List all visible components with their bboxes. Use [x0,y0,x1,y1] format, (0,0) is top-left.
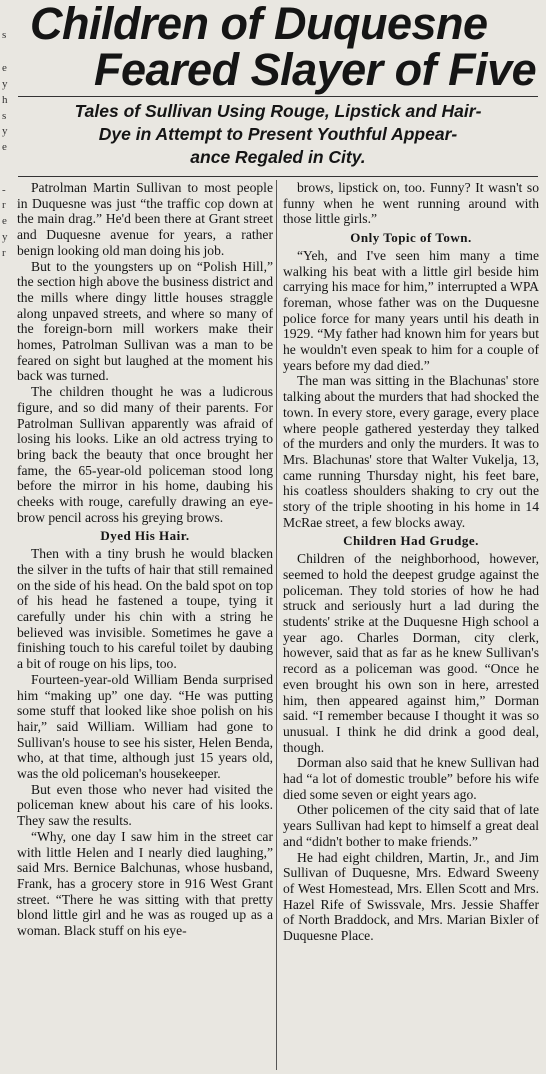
paragraph: Dorman also said that he knew Sullivan had had “a lot of domestic trouble” before his wife died some seven or eight years ago. [283,755,539,802]
paragraph: Children of the neighborhood, however, seemed to hold the deepest grudge against the policeman. They told stories of how he had struck and seriously hurt a lad during the students' strike at the Duquesne High school a year ago. Charles Dorman, city clerk, however, said that as far as he knew Sullivan's record as a policeman was good. “Once he even brought his own son in here, arrested him, then appeared against him,” Dorman said. “I remember because I thought it was so unusual. I think he did drink a good deal, though. [283,551,539,755]
edge-letter: h [2,94,8,106]
adjacent-column-fragment [0,0,14,1074]
edge-letter: - [2,184,6,196]
edge-letter: s [2,29,7,41]
headline-line-1: Children of Duquesne [30,0,488,49]
paragraph: Other policemen of the city said that of late years Sullivan had kept to himself a great deal and “didn't bother to make friends.” [283,802,539,849]
headline-line-2: Feared Slayer of Five [94,44,537,95]
edge-letter: s [2,110,7,122]
paragraph: Then with a tiny brush he would blacken the silver in the tufts of hair that still remained on the side of his head. On the bald spot on top of his head he fastened a toupe, tying it carefully under his chin with a string he believed was invisible. Sometimes he gave a finishing touch to his careful toilet by daubing a bit of rouge on his lips, too. [17,546,273,672]
edge-letter: e [2,62,7,74]
edge-letter: y [2,125,8,137]
article-column-left [17,180,273,939]
section-subhead: Only Topic of Town. [350,230,472,246]
paragraph: He had eight children, Martin, Jr., and Jim Sullivan of Duquesne, Mrs. Edward Sweeny of West Homestead, Mrs. Ellen Scott and Mrs. Hazel Rife of Swissvale, Mrs. Jessie Shaffer of North Braddock, and Mrs. Marian Bixler of Duquesne Place. [283,849,539,944]
edge-letter: e [2,141,7,153]
deck-line-1: Tales of Sullivan Using Rouge, Lipstick and Hair- [74,101,482,121]
edge-letter: e [2,215,7,227]
paragraph: “Yeh, and I've seen him many a time walking his beat with a little girl beside him carrying his mace for him,” interrupted a WPA foreman, whose father was on the Duquesne police force for many years until his death in 1929. “My father had known him for years but he wouldn't even speak to him for a couple of years before my dad died.” [283,247,539,373]
edge-letter: y [2,231,8,243]
deck-rule [18,176,538,177]
paragraph: The man was sitting in the Blachunas' store talking about the murders that had shocked the town. In every store, every garage, every place where people gathered yesterday they talked of the murders and only the murders. It was to Mrs. Blachunas' store that Walter Vukelja, 13, came running Thursday night, his feet bare, his coatless shoulders shaking to cry out the story of the triple shooting in his home in 14 McRae street, a few blocks away. [283,373,539,530]
deck-line-2: Dye in Attempt to Present Youthful Appear- [98,124,458,144]
paragraph: Patrolman Martin Sullivan to most people in Duquesne was just “the traffic cop down at the main drag.” He'd been there at Grant street and Duquesne avenue for years, a rather benign looking old man doing his job. [17,180,273,258]
section-subhead: Dyed His Hair. [100,528,190,544]
edge-letter: y [2,78,8,90]
deck-line-3: ance Regaled in City. [190,147,366,167]
column-divider [276,180,277,1070]
edge-letter: r [2,199,6,211]
paragraph: “Why, one day I saw him in the street car with little Helen and I nearly died laughing,” said Mrs. Bernice Balchunas, whose husband, Frank, has a grocery store in 916 West Grant street. “There he was sitting with that pretty blond little girl and he was as rouged up as a woman. Black stuff on his eye- [17,828,273,939]
paragraph: Fourteen-year-old William Benda surprised him “making up” one day. “He was putting some stuff that looked like shoe polish on his hair,” said William. William had gone to Sullivan's house to see his sister, Helen Benda, who, at that time, although just 15 years old, was the old policeman's housekeeper. [17,671,273,782]
article-column-right [283,180,539,944]
paragraph: The children thought he was a ludicrous figure, and so did many of their parents. For Patrolman Sullivan apparently was afraid of losing his looks. Like an old actress trying to bring back the beauty that once brought her fame, the 65-year-old policeman stood long before the mirror in his home, daubing his cheeks with rouge, carefully drawing an eye-brow pencil across his greying brows. [17,384,273,525]
subheadline-deck [22,100,534,169]
paragraph: But even those who never had visited the policeman knew about his care of his looks. They saw the results. [17,781,273,829]
edge-letter: r [2,247,6,259]
paragraph: But to the youngsters up on “Polish Hill,” the section high above the business district and the mills where dingy little houses straggle along unpaved streets, and where so many of the foreign-born mill workers make their homes, Patrolman Sullivan was a man to be feared on sight but laughed at the moment his back was turned. [17,258,273,384]
section-subhead: Children Had Grudge. [343,533,479,549]
headline-rule [18,96,538,97]
paragraph: brows, lipstick on, too. Funny? It wasn't so funny when he went running around with those little girls.” [283,180,539,227]
